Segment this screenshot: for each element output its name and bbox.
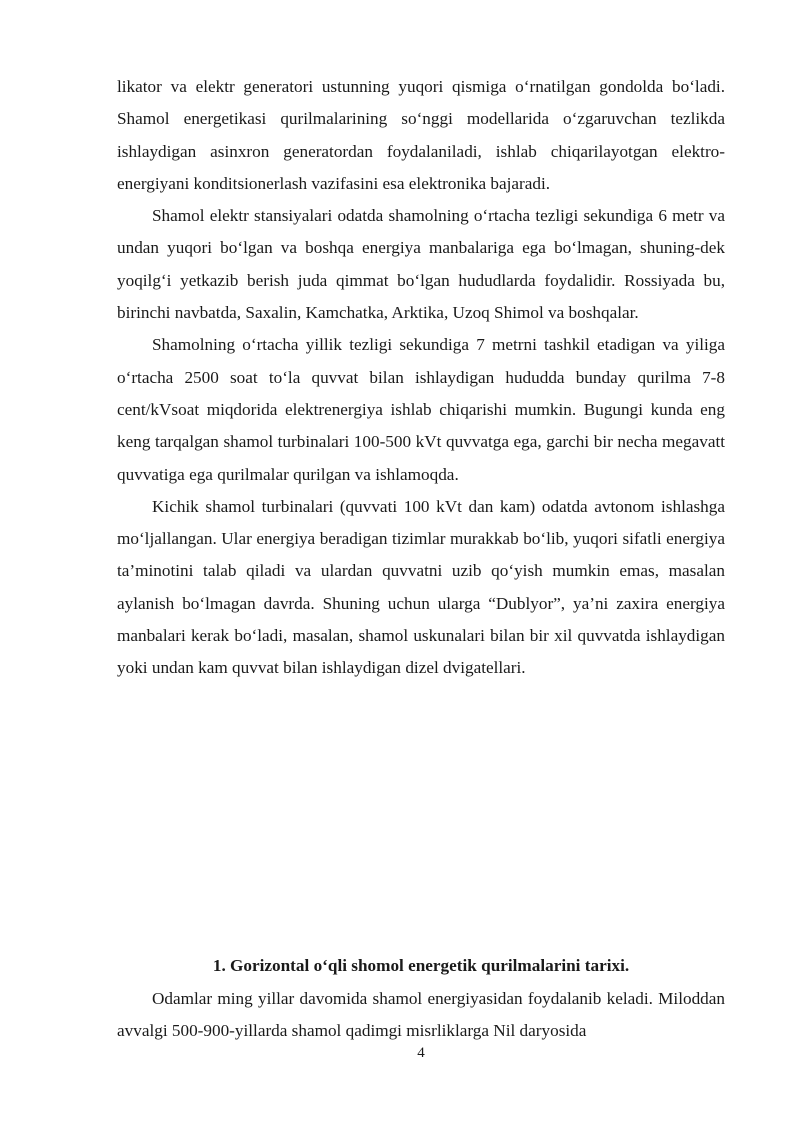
page-number: 4 (417, 1045, 425, 1061)
paragraph-wind-stations: Shamol elektr stansiyalari odatda shamolning o‘rtacha tezligi sekundiga 6 metr va undan yuqori bo‘lgan va boshqa energiya manbalariga ega bo‘lmagan, shuning-dek yoqilg‘i yetkazib berish juda qimmat bo‘lgan hududlarda foydalidir. Rossiyada bu, birinchi navbatda, Saxalin, Kamchatka, Arktika, Uzoq Shimol va boshqalar. (117, 206, 725, 323)
paragraph-history: Odamlar ming yillar davomida shamol energiyasidan foydalanib keladi. Miloddan avvalgi 500-900-yillarda shamol qadimgi misrliklarga Nil daryosida (117, 989, 725, 1041)
paragraph-continuation: likator va elektr generatori ustunning yuqori qismiga o‘rnatilgan gondolda bo‘ladi. Shamol energetikasi qurilmalarining so‘nggi modellarida o‘zgaruvchan tezlikda ishlaydigan asinxron generatordan foydalaniladi, ishlab chiqarilayotgan elektro-energiyani konditsionerlash vazifasini esa elektronika bajaradi. (117, 77, 725, 193)
paragraph-small-turbines: Kichik shamol turbinalari (quvvati 100 kVt dan kam) odatda avtonom ishlashga mo‘ljallangan. Ular energiya beradigan tizimlar murakkab bo‘lib, yuqori sifatli energiya ta’minotini talab qiladi va ulardan quvvatni uzib qo‘yish mumkin emas, masalan aylanish bo‘lmagan davrda. Shuning uchun ularga “Dublyor”, ya’ni zaxira energiya manbalari kerak bo‘ladi, masalan, shamol uskunalari bilan bir xil quvvatda ishlaydigan yoki undan kam quvvat bilan ishlaydigan dizel dvigatellari. (117, 496, 725, 678)
section-heading: 1. Gorizontal o‘qli shomol energetik qurilmalarini tarixi. (212, 956, 630, 975)
section-body (117, 983, 725, 1048)
paragraph-average-speed: Shamolning o‘rtacha yillik tezligi sekundiga 7 metrni tashkil etadigan va yiliga o‘rtacha 2500 soat to‘la quvvat bilan ishlaydigan hududda bunday qurilma 7-8 cent/kVsoat miqdorida elektrenergiya ishlab chiqarishi mumkin. Bugungi kunda eng keng tarqalgan shamol turbinalari 100-500 kVt quvvatga ega, garchi bir necha megavatt quvvatiga ega qurilmalar qurilgan va ishlamoqda. (117, 335, 725, 484)
body-text (117, 71, 725, 685)
